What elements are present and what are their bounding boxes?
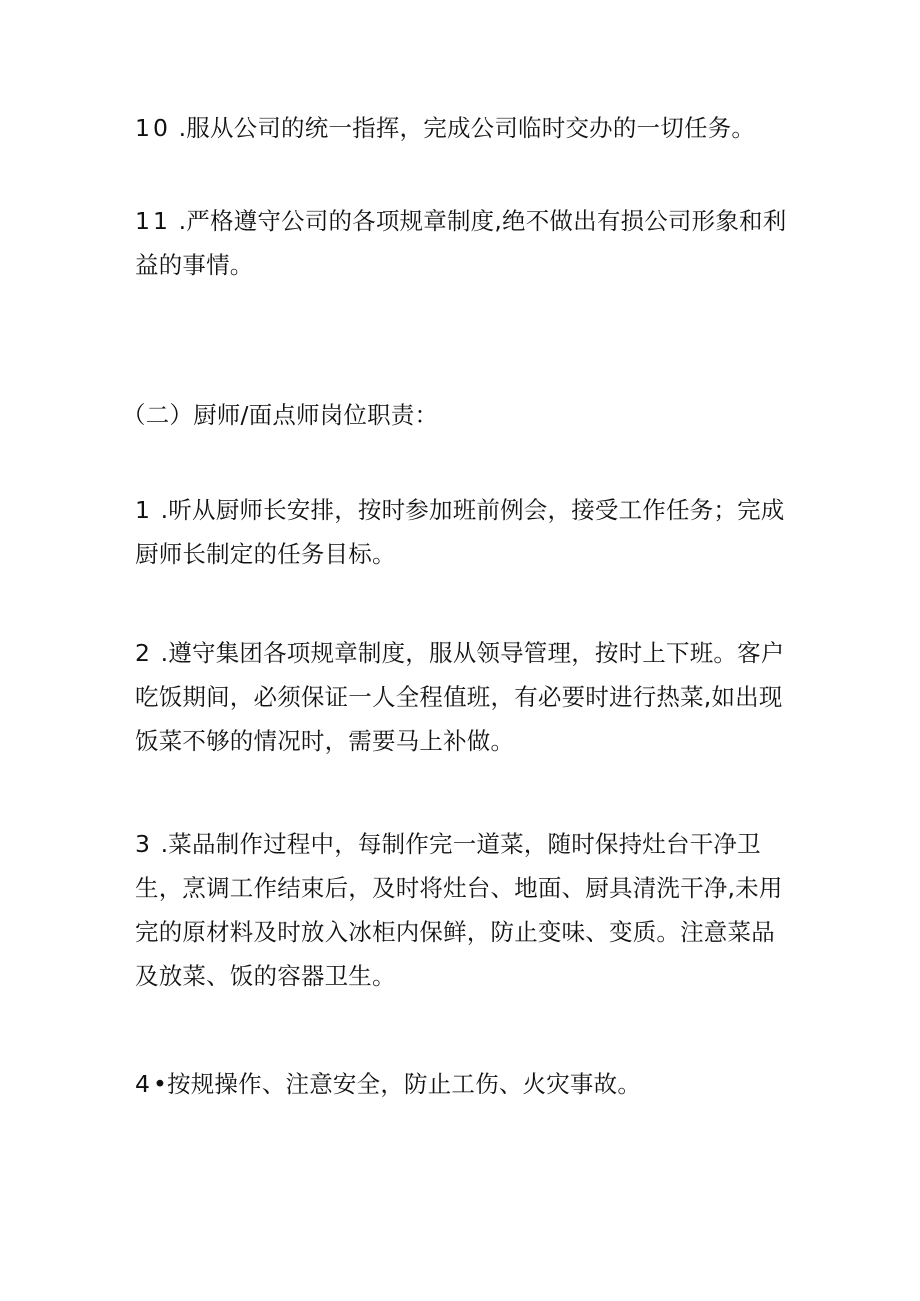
item-number: 4 bbox=[135, 1070, 153, 1098]
paragraph-text: .严格遵守公司的各项规章制度,绝不做出有损公司形象和利益的事情。 bbox=[135, 207, 787, 279]
item-number: 3 bbox=[135, 830, 153, 858]
item-number: 11 bbox=[135, 207, 171, 235]
paragraph-item-1 bbox=[135, 488, 795, 576]
paragraph-text: .菜品制作过程中，每制作完一道菜，随时保持灶台干净卫生，烹调工作结束后，及时将灶台、地面、厨具清洗干净,未用完的原材料及时放入冰柜内保鲜，防止变味、变质。注意菜品及放菜、饭的容器卫生。 bbox=[135, 830, 783, 990]
item-number: 2 bbox=[135, 639, 153, 667]
paragraph-item-10 bbox=[135, 106, 795, 150]
paragraph-item-2 bbox=[135, 631, 795, 763]
paragraph-text: .遵守集团各项规章制度，服从领导管理，按时上下班。客户吃饭期间，必须保证一人全程值班，有必要时进行热菜,如出现饭菜不够的情况时，需要马上补做。 bbox=[135, 639, 785, 755]
paragraph-text: .听从厨师长安排，按时参加班前例会，接受工作任务；完成厨师长制定的任务目标。 bbox=[135, 496, 785, 568]
paragraph-item-11 bbox=[135, 199, 795, 287]
paragraph-item-3 bbox=[135, 822, 795, 998]
paragraph-text: •按规操作、注意安全，防止工伤、火灾事故。 bbox=[152, 1070, 642, 1098]
heading-text: （二）厨师/面点师岗位职责： bbox=[122, 401, 439, 429]
paragraph-item-4 bbox=[135, 1062, 795, 1106]
section-heading bbox=[122, 393, 782, 437]
paragraph-text: .服从公司的统一指挥，完成公司临时交办的一切任务。 bbox=[170, 114, 756, 142]
item-number: 1 bbox=[135, 496, 153, 524]
item-number: 10 bbox=[135, 114, 171, 142]
